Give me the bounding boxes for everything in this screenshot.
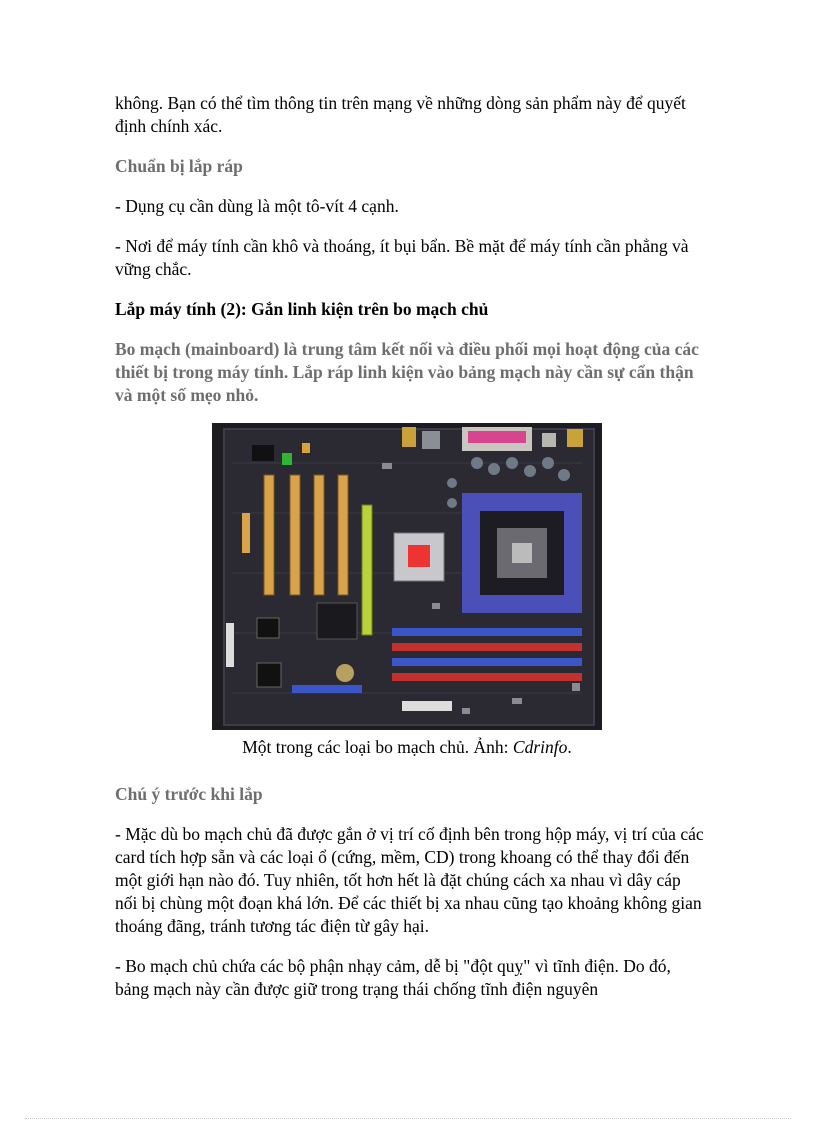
caption-text: Một trong các loại bo mạch chủ. Ảnh:: [242, 737, 513, 757]
figure-caption: [212, 736, 602, 759]
motherboard-illustration: [212, 423, 602, 730]
article-title: Lắp máy tính (2): Gắn linh kiện trên bo mạch chủ: [115, 299, 489, 319]
paragraph-intro: không. Bạn có thể tìm thông tin trên mạng về những dòng sản phẩm này để quyết định chính xác.: [115, 93, 686, 136]
paragraph-place: - Nơi để máy tính cần khô và thoáng, ít bụi bẩn. Bề mặt để máy tính cần phẳng và vững chắc.: [115, 236, 689, 279]
caption-source: Cdrinfo: [512, 737, 568, 757]
figure: [212, 423, 602, 759]
paragraph-note-1: - Mặc dù bo mạch chủ đã được gắn ở vị trí cố định bên trong hộp máy, vị trí của các card tích hợp sẵn và các loại ổ (cứng, mềm, CD) trong khoang có thể thay đổi đến một giới hạn nào đó. Tuy nhiên, tốt hơn hết là đặt chúng cách xa nhau vì dây cáp nối bị chùng một đoạn khá lớn. Để các thiết bị xa nhau cũng tạo khoảng không gian thoáng đãng, tránh tương tác điện từ gây hại.: [115, 824, 704, 936]
lead-paragraph: Bo mạch (mainboard) là trung tâm kết nối và điều phối mọi hoạt động của các thiết bị trong máy tính. Lắp ráp linh kiện vào bảng mạch này cần sự cẩn thận và một số mẹo nhỏ.: [115, 339, 699, 405]
motherboard-photo: [212, 423, 602, 730]
heading-prepare: Chuẩn bị lắp ráp: [115, 156, 243, 176]
paragraph-tool: - Dụng cụ cần dùng là một tô-vít 4 cạnh.: [115, 196, 399, 216]
page-bottom-border: [25, 1118, 791, 1119]
heading-note: Chú ý trước khi lắp: [115, 784, 263, 804]
document-page: [115, 92, 705, 1018]
caption-end: .: [567, 737, 572, 757]
paragraph-note-2: - Bo mạch chủ chứa các bộ phận nhạy cảm, dễ bị "đột quỵ" vì tĩnh điện. Do đó, bảng mạch này cần được giữ trong trạng thái chống tĩnh điện nguyên: [115, 956, 671, 999]
